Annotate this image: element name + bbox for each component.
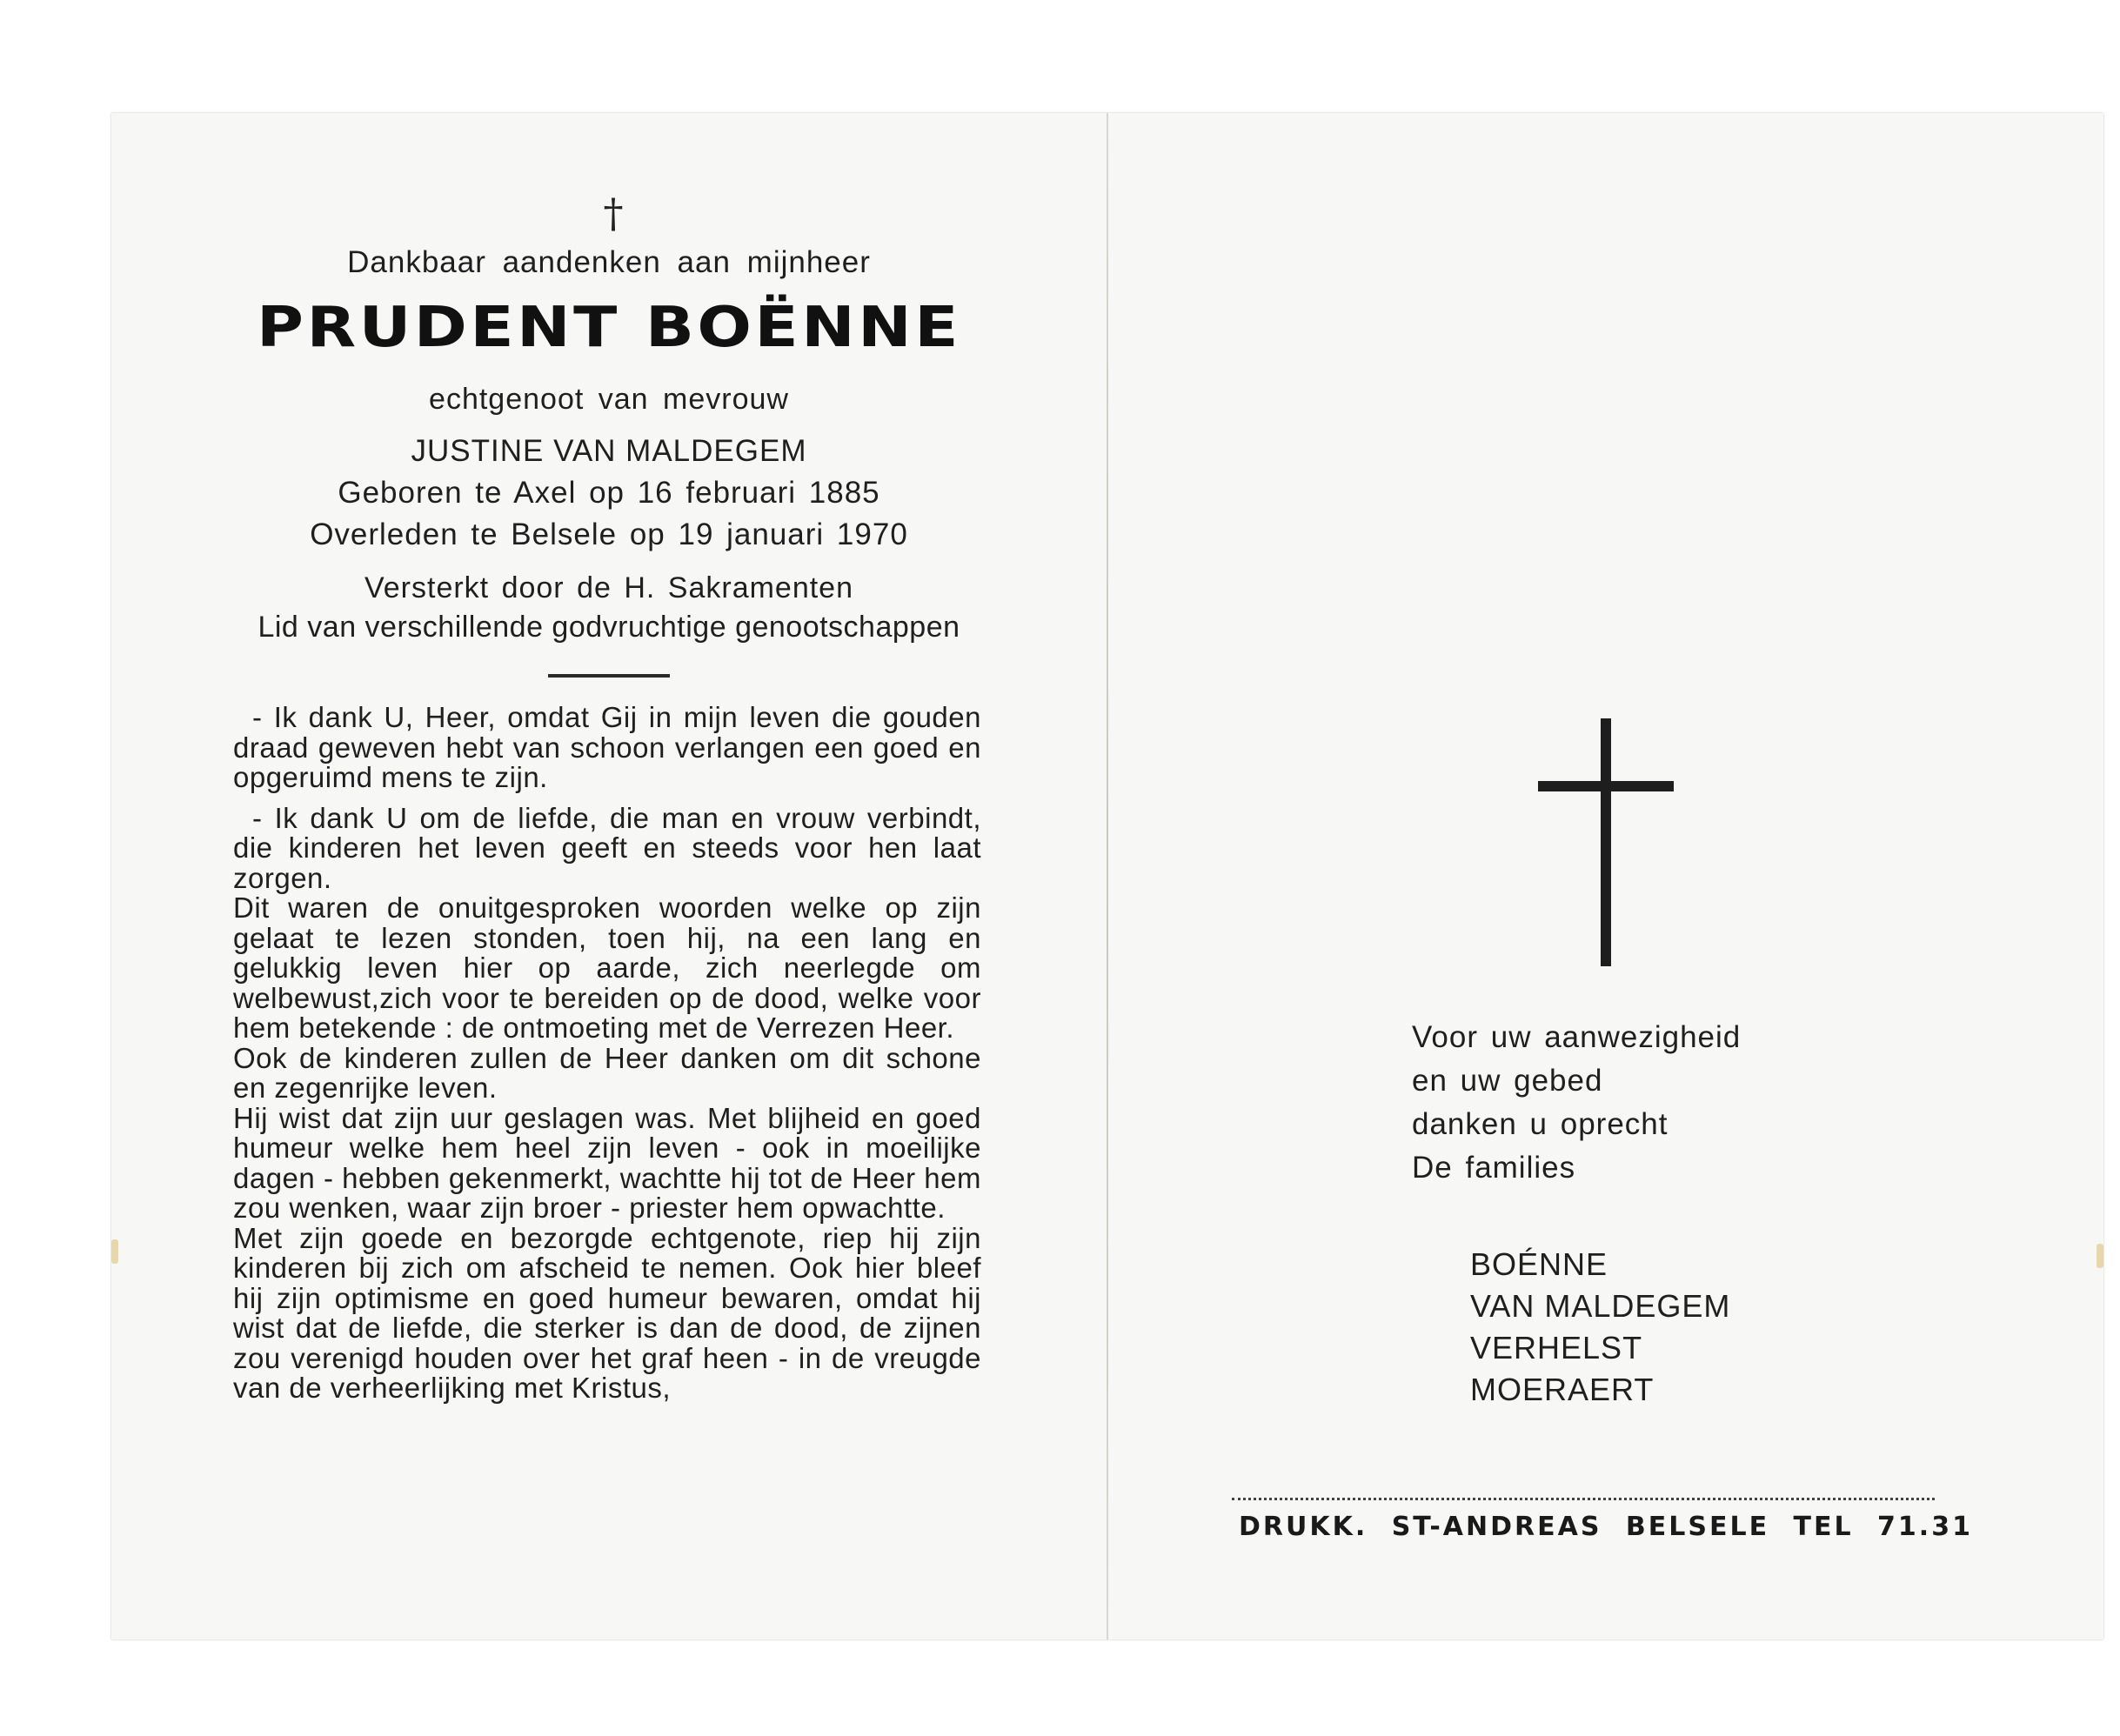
thanks-line: De families <box>1412 1151 1576 1185</box>
right-edge-stain <box>2097 1244 2103 1268</box>
card-fold-line <box>1107 113 1108 1639</box>
deceased-name: PRUDENT BOËNNE <box>257 296 961 360</box>
family-names <box>1470 1244 1730 1411</box>
birth-line: Geboren te Axel op 16 februari 1885 <box>338 476 880 510</box>
thanks-block <box>1412 1016 1741 1190</box>
family-name: BOÉNNE <box>1470 1246 1608 1282</box>
family-name: VERHELST <box>1470 1330 1643 1365</box>
paragraph: Ook de kinderen zullen de Heer danken om dit schone en zegenrijke leven. <box>233 1041 981 1104</box>
printer-imprint: DRUKK. ST-ANDREAS BELSELE TEL 71.31 <box>1239 1512 1973 1542</box>
thanks-line: en uw gebed <box>1412 1064 1603 1098</box>
spouse-intro: echtgenoot van mevrouw <box>429 383 789 416</box>
memorial-text <box>233 703 981 1404</box>
latin-cross-icon <box>1538 718 1674 966</box>
paragraph: - Ik dank U om de liefde, die man en vrouw verbindt, die kinderen het leven geeft en steeds voor hen laat zorgen. <box>233 801 981 894</box>
death-line: Overleden te Belsele op 19 januari 1970 <box>310 517 908 551</box>
cross-vertical-bar <box>1601 718 1611 966</box>
membership-line: Lid van verschillende godvruchtige genootschappen <box>257 611 960 644</box>
paragraph: - Ik dank U, Heer, omdat Gij in mijn leven die gouden draad geweven hebt van schoon verlangen een goed en opgeruimd mens te zijn. <box>233 701 981 793</box>
cross-icon: † <box>603 190 624 237</box>
intro-text: Dankbaar aandenken aan mijnheer <box>347 245 871 279</box>
family-name: MOERAERT <box>1470 1372 1655 1407</box>
thanks-line: Voor uw aanwezigheid <box>1412 1020 1742 1054</box>
divider <box>548 674 670 678</box>
dotted-separator <box>1232 1498 1935 1500</box>
paragraph: Dit waren de onuitgesproken woorden welke op zijn gelaat te lezen stonden, toen hij, na een lang en gelukkig leven hier op aarde, zich neerlegde om welbewust,zich voor te bereiden op de dood, welke voor hem betekende : de ontmoeting met de Verrezen Heer. <box>233 891 981 1044</box>
paragraph: Hij wist dat zijn uur geslagen was. Met blijheid en goed humeur welke hem heel zijn leven - ook in moeilijke dagen - hebben gekenmerkt, wachtte hij tot de Heer hem zou wenken, waar zijn broer - priester hem opwachtte. <box>233 1101 981 1224</box>
family-name: VAN MALDEGEM <box>1470 1288 1731 1324</box>
sacraments-line: Versterkt door de H. Sakramenten <box>364 571 854 604</box>
cross-horizontal-bar <box>1538 781 1674 791</box>
paragraph: Met zijn goede en bezorgde echtgenote, riep hij zijn kinderen bij zich om afscheid te nemen. Ook hier bleef hij zijn optimisme en goed humeur bewaren, omdat hij wist dat de liefde, die sterker is dan de dood, de zijnen zou verenigd houden over het graf heen - in de vreugde van de verheerlijking met Kristus, <box>233 1221 981 1404</box>
left-edge-stain <box>111 1239 118 1264</box>
thanks-line: danken u oprecht <box>1412 1107 1669 1141</box>
left-panel <box>226 191 992 678</box>
spouse-name: JUSTINE VAN MALDEGEM <box>411 434 807 468</box>
